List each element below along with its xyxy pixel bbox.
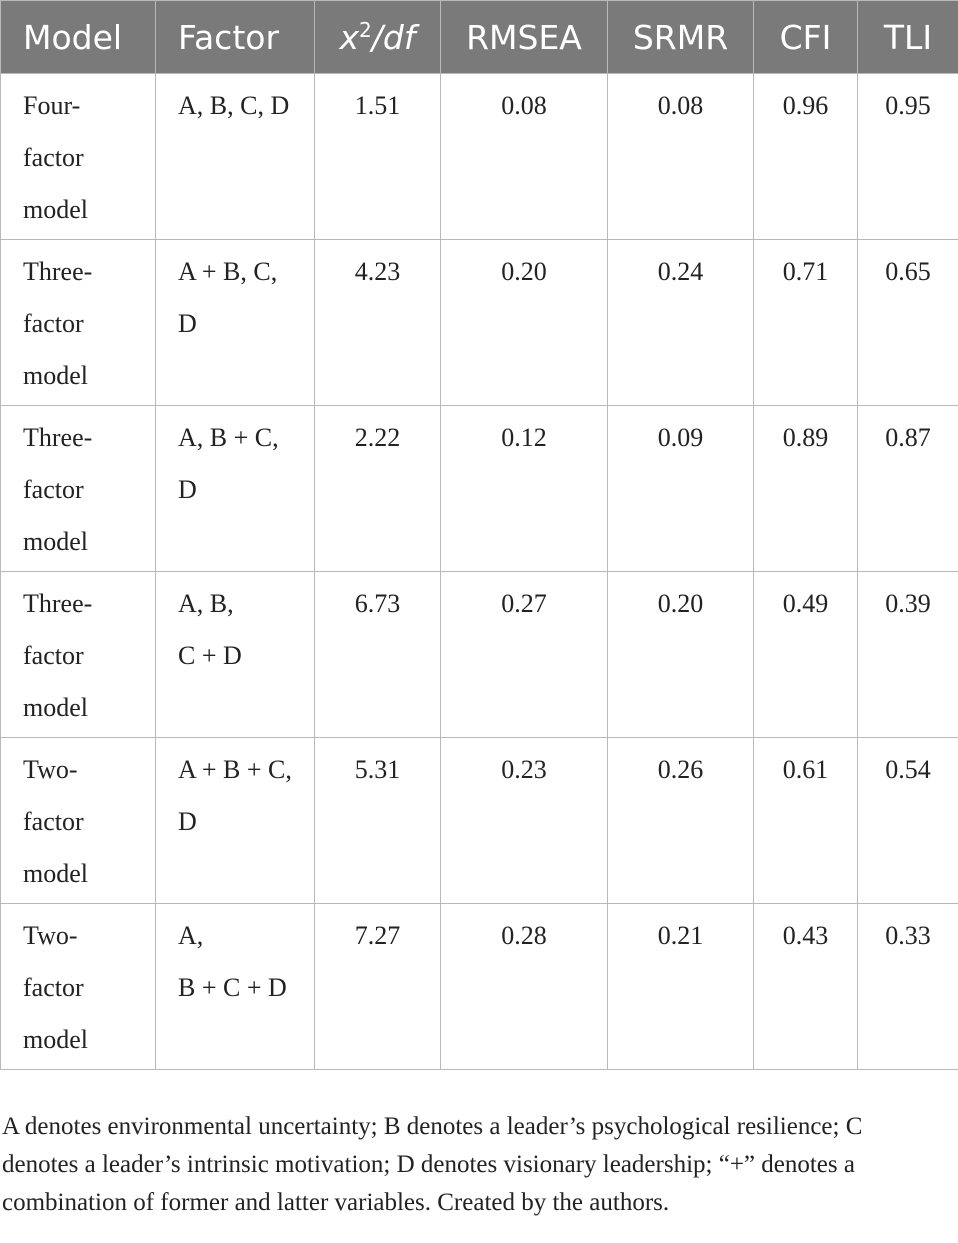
header-srmr: SRMR (608, 1, 754, 74)
model-cell-line: Four- (23, 91, 81, 120)
tli-cell: 0.33 (858, 904, 958, 1070)
header-row (1, 1, 958, 74)
tli-cell: 0.54 (858, 738, 958, 904)
table-row (1, 738, 958, 904)
table-row (1, 74, 958, 240)
srmr-cell: 0.09 (608, 406, 754, 572)
model-cell-line: factor (23, 807, 84, 836)
rmsea-cell: 0.23 (441, 738, 608, 904)
model-cell-line: Three- (23, 257, 93, 286)
srmr-cell: 0.26 (608, 738, 754, 904)
table-header (1, 1, 958, 74)
rmsea-cell: 0.12 (441, 406, 608, 572)
tli-cell: 0.87 (858, 406, 958, 572)
table-row (1, 904, 958, 1070)
factor-cell-line: A, B, (178, 589, 234, 618)
model-cell (1, 240, 156, 406)
srmr-cell: 0.20 (608, 572, 754, 738)
model-cell-line: Two- (23, 921, 78, 950)
model-cell-line: Three- (23, 589, 93, 618)
model-cell-line: factor (23, 641, 84, 670)
model-cell (1, 74, 156, 240)
factor-cell-line: D (178, 475, 197, 504)
model-cell (1, 572, 156, 738)
cfi-cell: 0.43 (754, 904, 858, 1070)
header-cfi: CFI (754, 1, 858, 74)
table-footnote: A denotes environmental uncertainty; B denotes a leader’s psychological resilience; C denotes a leader’s intrinsic motivation; D denotes visionary leadership; “+” denotes a combination of former and latter variables. Created by the authors. (2, 1113, 863, 1216)
model-cell (1, 406, 156, 572)
cfi-cell: 0.71 (754, 240, 858, 406)
factor-cell-line: C + D (178, 641, 242, 670)
cfi-cell: 0.49 (754, 572, 858, 738)
cfi-cell: 0.89 (754, 406, 858, 572)
factor-cell-line: A, (178, 921, 204, 950)
header-factor: Factor (156, 1, 315, 74)
factor-cell-line: D (178, 309, 197, 338)
header-chi-df: /df (371, 17, 416, 57)
chi-square-df-cell: 1.51 (315, 74, 441, 240)
header-chi-x: x (339, 17, 360, 57)
chi-square-df-cell: 4.23 (315, 240, 441, 406)
model-cell-line: factor (23, 475, 84, 504)
factor-cell (156, 74, 315, 240)
model-cell-line: factor (23, 973, 84, 1002)
header-model: Model (1, 1, 156, 74)
model-cell-line: factor (23, 143, 84, 172)
srmr-cell: 0.21 (608, 904, 754, 1070)
factor-cell-line: D (178, 807, 197, 836)
model-cell-line: Two- (23, 755, 78, 784)
rmsea-cell: 0.08 (441, 74, 608, 240)
table-body (1, 74, 958, 1070)
model-cell-line: Three- (23, 423, 93, 452)
model-cell-line: model (23, 1025, 88, 1054)
header-rmsea: RMSEA (441, 1, 608, 74)
factor-cell-line: A, B + C, (178, 423, 279, 452)
model-cell-line: model (23, 195, 88, 224)
table-row (1, 572, 958, 738)
factor-cell-line: A, B, C, D (178, 91, 290, 120)
table-row (1, 240, 958, 406)
model-cell-line: factor (23, 309, 84, 338)
srmr-cell: 0.24 (608, 240, 754, 406)
chi-square-df-cell: 6.73 (315, 572, 441, 738)
factor-cell (156, 738, 315, 904)
chi-square-df-cell: 2.22 (315, 406, 441, 572)
header-chi-superscript: 2 (359, 17, 372, 42)
rmsea-cell: 0.27 (441, 572, 608, 738)
factor-cell (156, 904, 315, 1070)
factor-cell (156, 240, 315, 406)
header-tli: TLI (858, 1, 958, 74)
tli-cell: 0.39 (858, 572, 958, 738)
chi-square-df-cell: 7.27 (315, 904, 441, 1070)
model-cell-line: model (23, 859, 88, 888)
tli-cell: 0.95 (858, 74, 958, 240)
factor-cell-line: B + C + D (178, 973, 287, 1002)
model-cell (1, 904, 156, 1070)
factor-cell (156, 406, 315, 572)
model-cell-line: model (23, 527, 88, 556)
model-cell-line: model (23, 361, 88, 390)
rmsea-cell: 0.28 (441, 904, 608, 1070)
tli-cell: 0.65 (858, 240, 958, 406)
cfi-cell: 0.61 (754, 738, 858, 904)
factor-cell-line: A + B + C, (178, 755, 292, 784)
model-cell-line: model (23, 693, 88, 722)
cfi-cell: 0.96 (754, 74, 858, 240)
rmsea-cell: 0.20 (441, 240, 608, 406)
factor-cell (156, 572, 315, 738)
factor-cell-line: A + B, C, (178, 257, 278, 286)
chi-square-df-cell: 5.31 (315, 738, 441, 904)
srmr-cell: 0.08 (608, 74, 754, 240)
table-row (1, 406, 958, 572)
header-chi-square-df (315, 1, 441, 74)
model-cell (1, 738, 156, 904)
